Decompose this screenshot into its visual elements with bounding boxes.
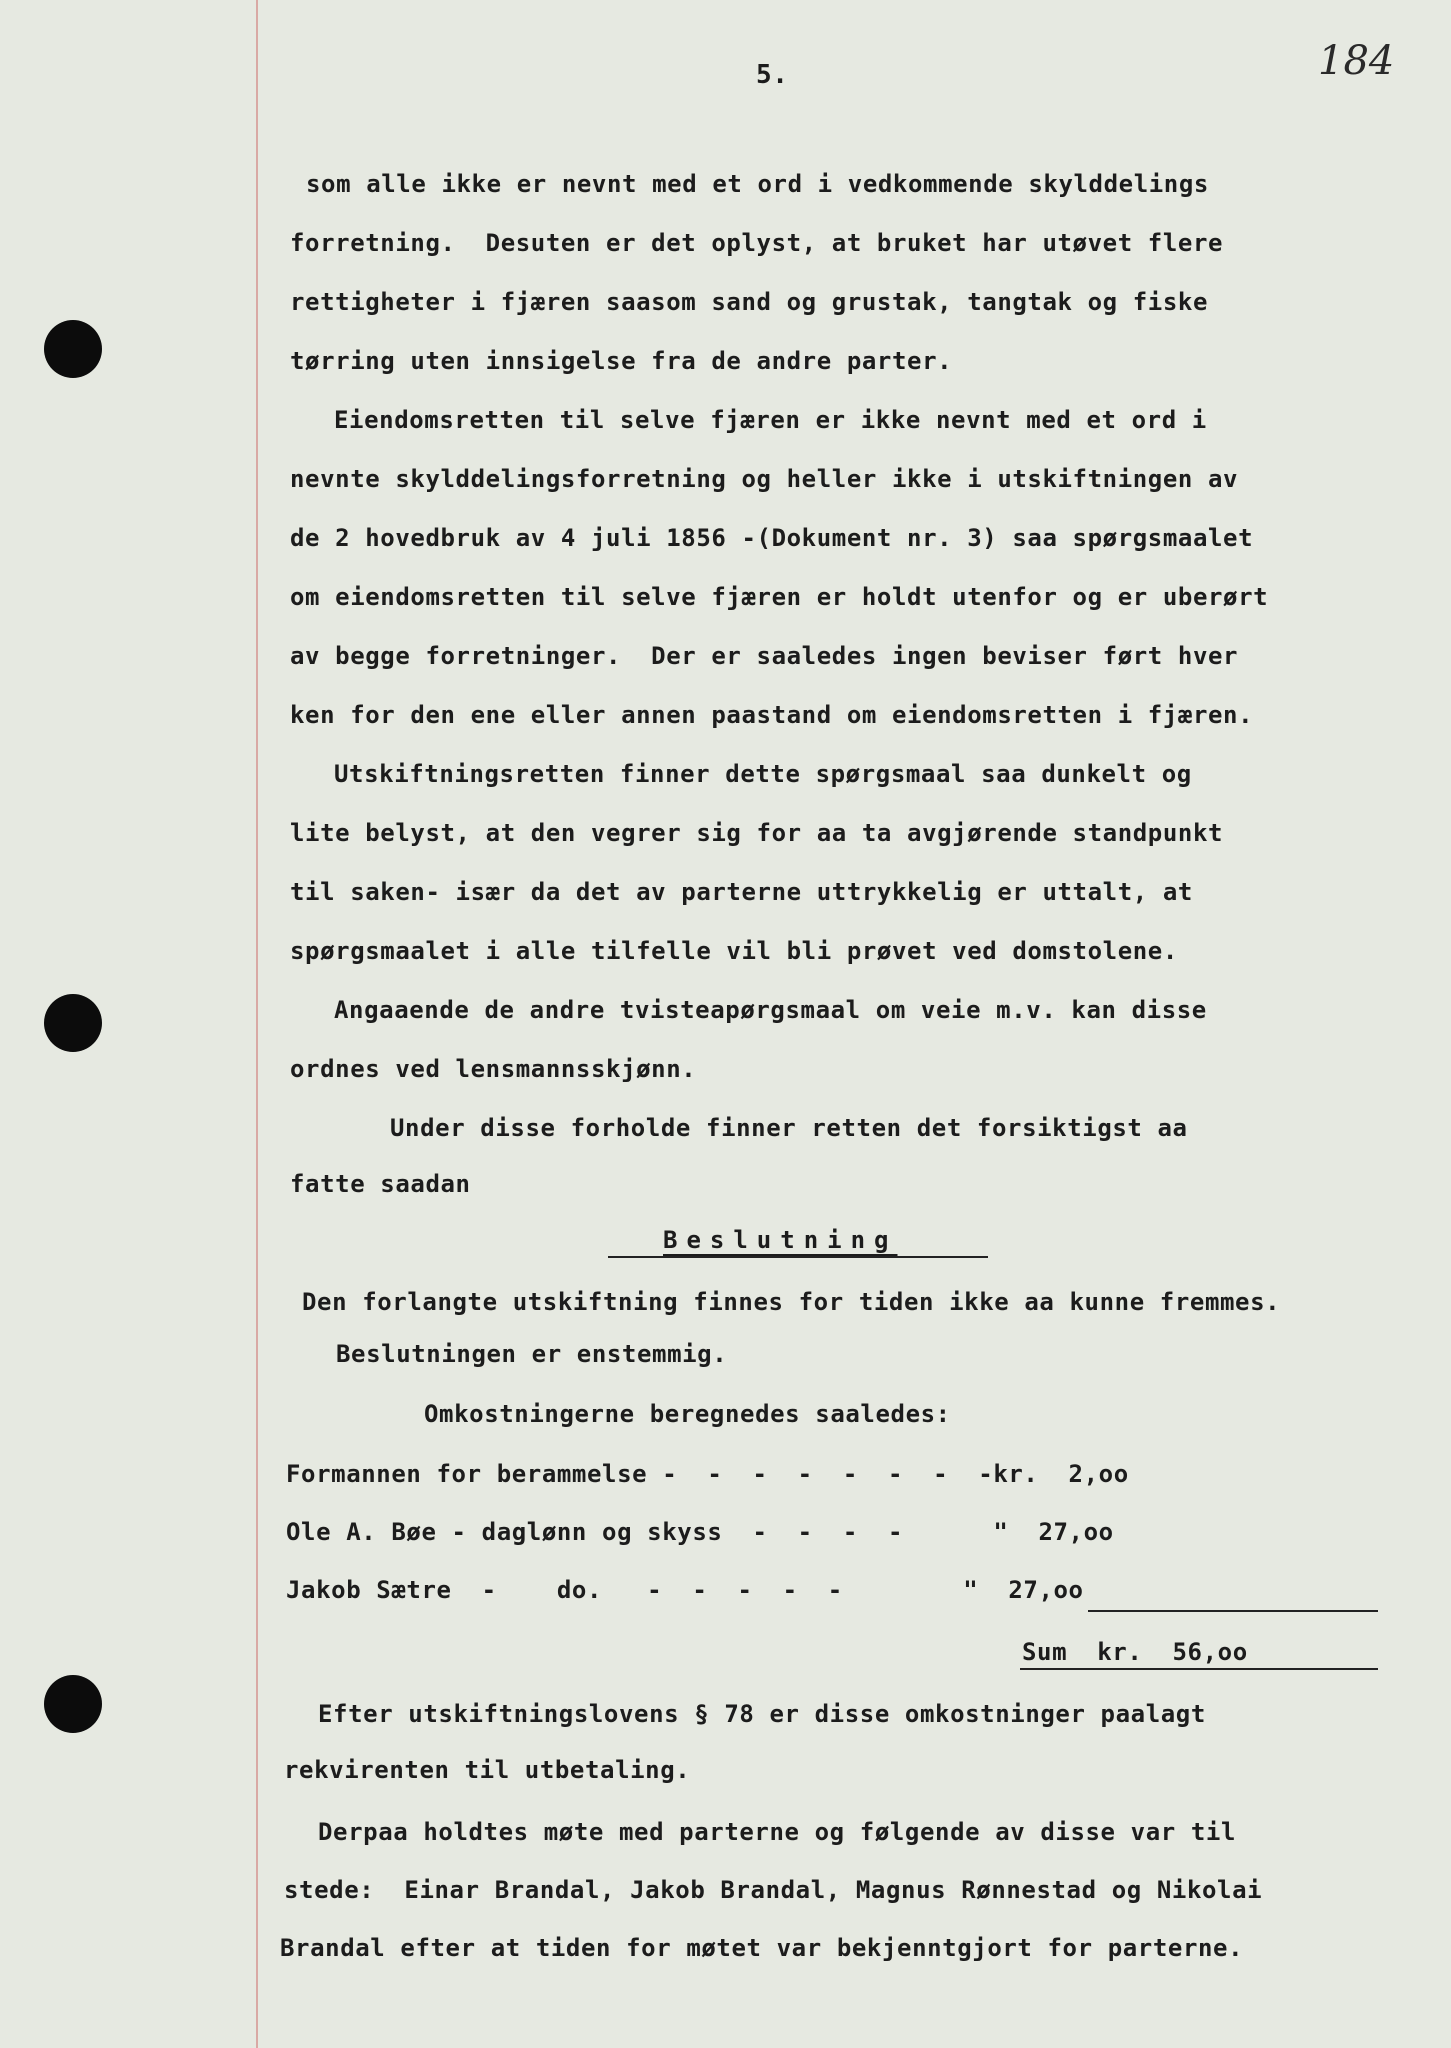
body-line: Eiendomsretten til selve fjæren er ikke nevnt med et ord i — [334, 406, 1207, 434]
body-line: tørring uten innsigelse fra de andre parter. — [290, 347, 953, 375]
body-line: av begge forretninger. Der er saaledes ingen beviser ført hver — [290, 642, 1239, 670]
decision-line: Den forlangte utskiftning finnes for tiden ikke aa kunne fremmes. — [302, 1288, 1281, 1316]
cost-line: Ole A. Bøe - daglønn og skyss - - - - " 27,oo — [286, 1518, 1114, 1546]
margin-rule — [256, 0, 258, 2048]
body-line: de 2 hovedbruk av 4 juli 1856 -(Dokument nr. 3) saa spørgsmaalet — [290, 524, 1254, 552]
handwritten-page-reference: 184 — [1318, 38, 1395, 84]
page-number: 5. — [756, 60, 789, 90]
closing-line: Brandal efter at tiden for møtet var bekjenntgjort for parterne. — [280, 1934, 1244, 1962]
sum-underline — [1020, 1668, 1378, 1670]
body-line: spørgsmaalet i alle tilfelle vil bli prøvet ved domstolene. — [290, 937, 1178, 965]
closing-line: Efter utskiftningslovens § 78 er disse omkostninger paalagt — [318, 1700, 1206, 1728]
cost-line: Jakob Sætre - do. - - - - - " 27,oo — [286, 1576, 1084, 1604]
body-line: ken for den ene eller annen paastand om eiendomsretten i fjæren. — [290, 701, 1254, 729]
closing-line: rekvirenten til utbetaling. — [284, 1756, 691, 1784]
body-line: Utskiftningsretten finner dette spørgsmaal saa dunkelt og — [334, 760, 1192, 788]
punch-hole — [44, 320, 102, 378]
body-line: Under disse forholde finner retten det forsiktigst aa — [390, 1114, 1188, 1142]
heading-underline — [608, 1256, 988, 1258]
body-line: om eiendomsretten til selve fjæren er holdt utenfor og er uberørt — [290, 583, 1269, 611]
decision-heading: Beslutning — [663, 1226, 898, 1254]
body-line: rettigheter i fjæren saasom sand og grustak, tangtak og fiske — [290, 288, 1209, 316]
body-line: som alle ikke er nevnt med et ord i vedkommende skylddelings — [306, 170, 1209, 198]
body-line: lite belyst, at den vegrer sig for aa ta avgjørende standpunkt — [290, 819, 1224, 847]
body-line: forretning. Desuten er det oplyst, at bruket har utøvet flere — [290, 229, 1224, 257]
body-line: Angaaende de andre tvisteapørgsmaal om veie m.v. kan disse — [334, 996, 1207, 1024]
decision-line: Beslutningen er enstemmig. — [336, 1340, 728, 1368]
cost-line: Formannen for berammelse - - - - - - - -kr. 2,oo — [286, 1460, 1129, 1488]
closing-line: stede: Einar Brandal, Jakob Brandal, Magnus Rønnestad og Nikolai — [284, 1876, 1263, 1904]
closing-line: Derpaa holdtes møte med parterne og følgende av disse var til — [318, 1818, 1237, 1846]
cost-sum: Sum kr. 56,oo — [1022, 1638, 1248, 1666]
sum-rule — [1088, 1610, 1378, 1612]
body-line: nevnte skylddelingsforretning og heller ikke i utskiftningen av — [290, 465, 1239, 493]
body-line: fatte saadan — [290, 1170, 471, 1198]
punch-hole — [44, 994, 102, 1052]
punch-hole — [44, 1675, 102, 1733]
body-line: til saken- især da det av parterne uttrykkelig er uttalt, at — [290, 878, 1193, 906]
body-line: ordnes ved lensmannsskjønn. — [290, 1055, 697, 1083]
decision-line: Omkostningerne beregnedes saaledes: — [424, 1400, 951, 1428]
